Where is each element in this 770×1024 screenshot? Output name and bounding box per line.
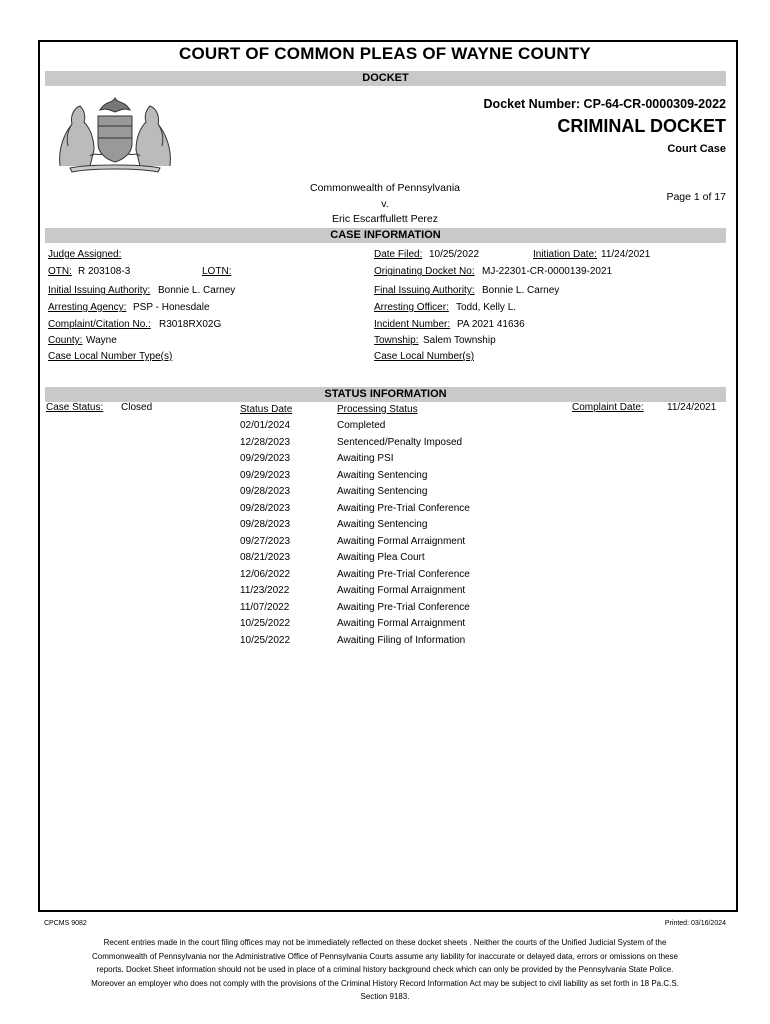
township-value: Salem Township: [423, 335, 496, 346]
arresting-agency-label: Arresting Agency:: [48, 302, 127, 313]
county-label: County:: [48, 335, 83, 346]
status-row-date: 12/06/2022: [240, 568, 291, 580]
status-row-status: Awaiting Pre-Trial Conference: [337, 502, 470, 514]
case-type-label: Court Case: [667, 143, 726, 155]
complaint-date-label: Complaint Date:: [572, 402, 644, 413]
date-filed-value: 10/25/2022: [429, 249, 480, 260]
page-indicator: Page 1 of 17: [666, 191, 726, 203]
case-status-label: Case Status:: [46, 402, 104, 413]
status-row-date: 11/23/2022: [240, 585, 290, 596]
case-local-number-type-label: Case Local Number Type(s): [48, 351, 173, 362]
status-row-date: 02/01/2024: [240, 420, 291, 431]
caption-defendant: Eric Escarffullett Perez: [331, 213, 438, 225]
initiation-date-value: 11/24/2021: [601, 249, 651, 260]
final-authority-label: Final Issuing Authority:: [374, 285, 475, 296]
status-date-header: Status Date: [240, 404, 293, 415]
status-row-date: 12/28/2023: [240, 436, 291, 448]
complaint-no-label: Complaint/Citation No.:: [48, 319, 151, 330]
status-row-date: 10/25/2022: [240, 618, 291, 629]
otn-label: OTN:: [48, 266, 72, 277]
incident-number-value: PA 2021 41636: [457, 319, 525, 330]
incident-number-label: Incident Number:: [374, 319, 451, 330]
complaint-no-value: R3018RX02G: [159, 319, 222, 330]
arresting-officer-label: Arresting Officer:: [374, 302, 449, 313]
docket-section-bar: DOCKET: [45, 71, 726, 86]
status-row-date: 09/28/2023: [240, 486, 291, 497]
processing-status-header: Processing Status: [337, 404, 418, 415]
status-row-status: Awaiting Formal Arraignment: [337, 585, 466, 596]
case-local-numbers-label: Case Local Number(s): [374, 351, 475, 362]
pennsylvania-seal-icon: [50, 94, 180, 174]
case-information-bar: CASE INFORMATION: [45, 228, 726, 243]
status-row-status: Sentenced/Penalty Imposed: [337, 436, 463, 448]
status-row-status: Awaiting Pre-Trial Conference: [337, 601, 470, 613]
status-row-date: 09/29/2023: [240, 469, 291, 481]
status-row-date: 08/21/2023: [240, 552, 291, 563]
otn-value: R 203108-3: [78, 266, 131, 277]
initial-authority-value: Bonnie L. Carney: [158, 285, 236, 296]
judge-assigned-label: Judge Assigned:: [48, 249, 122, 260]
status-row-status: Awaiting Plea Court: [337, 552, 425, 563]
status-row-status: Awaiting Sentencing: [337, 519, 428, 530]
originating-docket-value: MJ-22301-CR-0000139-2021: [482, 266, 613, 277]
status-row-status: Awaiting Filing of Information: [337, 634, 466, 646]
status-row-status: Awaiting Sentencing: [337, 469, 428, 481]
status-row-status: Awaiting Formal Arraignment: [337, 535, 466, 547]
court-title: COURT OF COMMON PLEAS OF WAYNE COUNTY: [179, 44, 591, 63]
county-value: Wayne: [86, 335, 117, 346]
status-row-status: Awaiting Formal Arraignment: [337, 618, 466, 629]
status-row-status: Completed: [337, 420, 386, 431]
status-row-date: 09/28/2023: [240, 502, 291, 514]
docket-type-heading: CRIMINAL DOCKET: [557, 116, 726, 136]
arresting-agency-value: PSP - Honesdale: [133, 302, 210, 313]
arresting-officer-value: Todd, Kelly L.: [456, 302, 517, 313]
lotn-label: LOTN:: [202, 266, 232, 277]
printed-date: Printed: 03/16/2024: [664, 920, 726, 927]
status-row-status: Awaiting Sentencing: [337, 486, 428, 497]
status-information-bar: STATUS INFORMATION: [45, 387, 726, 402]
complaint-date-value: 11/24/2021: [667, 402, 717, 413]
originating-docket-label: Originating Docket No:: [374, 266, 475, 277]
initial-authority-label: Initial Issuing Authority:: [48, 285, 151, 296]
disclaimer-text: Recent entries made in the court filing offices may not be immediately reflected on these docket sheets . Neither the courts of the Unified Judicial System of the Commonwealth of Pennsylvania nor the Administrative Office of Pennsylvania Courts assume any liability for inaccurate or delayed data, errors or omissions on these reports. Docket Sheet information should not be used in place of a criminal history background check which can only be provided by the Pennsylvania State Police. Moreover an employer who does not comply with the provisions of the Criminal History Record Information Act may be subject to civil liability as set forth in 18 Pa.C.S. Section 9183.: [91, 938, 679, 1001]
township-label: Township:: [374, 335, 419, 346]
initiation-date-label: Initiation Date:: [533, 249, 597, 260]
case-status-value: Closed: [121, 402, 153, 413]
status-row-status: Awaiting PSI: [337, 453, 394, 464]
caption-versus: v.: [381, 198, 389, 210]
caption-plaintiff: Commonwealth of Pennsylvania: [310, 182, 460, 194]
form-code: CPCMS 9082: [44, 920, 87, 927]
date-filed-label: Date Filed:: [374, 249, 423, 260]
status-row-status: Awaiting Pre-Trial Conference: [337, 568, 470, 580]
docket-number: Docket Number: CP-64-CR-0000309-2022: [483, 97, 726, 111]
final-authority-value: Bonnie L. Carney: [482, 285, 560, 296]
status-row-date: 09/28/2023: [240, 519, 291, 530]
status-row-date: 09/29/2023: [240, 453, 291, 464]
status-row-date: 09/27/2023: [240, 535, 291, 547]
status-row-date: 10/25/2022: [240, 634, 291, 646]
status-row-date: 11/07/2022: [240, 601, 290, 613]
